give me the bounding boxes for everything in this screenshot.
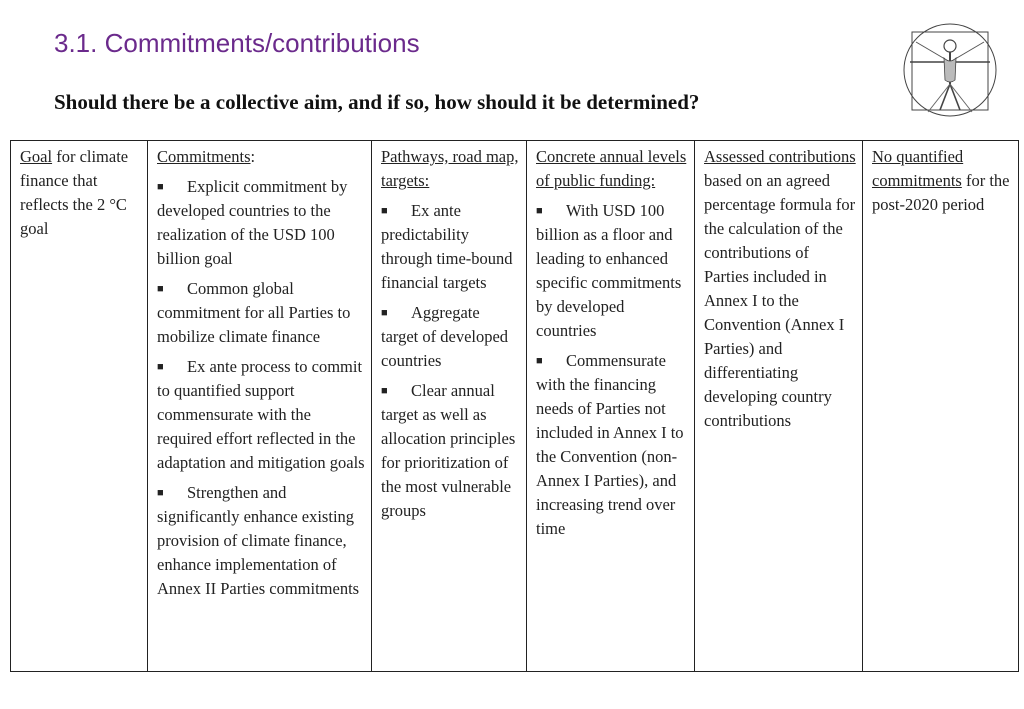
bullet-icon: ■ bbox=[536, 205, 543, 217]
bullet-icon: ■ bbox=[157, 487, 164, 499]
vitruvian-man-icon bbox=[898, 18, 1002, 122]
cell-assessed-contributions bbox=[695, 141, 863, 672]
list-item: ■ Strengthen and significantly enhance existing provision of climate finance, enhance implementation of Annex II Parties commitments bbox=[157, 483, 360, 598]
bullet-icon: ■ bbox=[381, 307, 388, 319]
bullet-icon: ■ bbox=[536, 355, 543, 367]
col-heading-rest: for the post-2020 period bbox=[872, 171, 1010, 214]
bullet-list bbox=[157, 175, 365, 601]
col-heading-rest: : bbox=[250, 147, 256, 166]
col-heading-rest: for climate finance that reflects the 2 °C goal bbox=[20, 147, 129, 238]
slide-title: 3.1. Commitments/contributions bbox=[54, 28, 420, 58]
cell-no-quantified bbox=[863, 141, 1019, 672]
question-heading: Should there be a collective aim, and if so, how should it be determined? bbox=[54, 90, 700, 114]
table-row bbox=[11, 141, 1019, 672]
col-heading-rest: based on an agreed percentage formula for the calculation of the contributions of Parties included in Annex I to the Convention (Annex I Parties) and differentiating developing country contributions bbox=[704, 171, 856, 430]
bullet-icon: ■ bbox=[381, 385, 388, 397]
list-item: ■ Aggregate target of developed countries bbox=[381, 303, 509, 370]
col-heading: Goal bbox=[20, 147, 53, 166]
cell-commitments bbox=[148, 141, 372, 672]
col-heading: Pathways, road map, targets: bbox=[381, 147, 519, 190]
bullet-list bbox=[536, 199, 688, 541]
list-item: ■ Clear annual target as well as allocation principles for prioritization of the most vulnerable groups bbox=[381, 381, 516, 520]
cell-pathways bbox=[372, 141, 527, 672]
options-table bbox=[10, 140, 1019, 672]
bullet-list bbox=[381, 199, 520, 523]
list-item: ■ Ex ante process to commit to quantified support commensurate with the required effort reflected in the adaptation and mitigation goals bbox=[157, 357, 365, 472]
cell-public-funding bbox=[527, 141, 695, 672]
col-heading: Commitments bbox=[157, 147, 251, 166]
bullet-icon: ■ bbox=[381, 205, 388, 217]
bullet-icon: ■ bbox=[157, 361, 164, 373]
list-item: ■ Common global commitment for all Parties to mobilize climate finance bbox=[157, 279, 351, 346]
list-item: ■ Ex ante predictability through time-bound financial targets bbox=[381, 201, 513, 292]
cell-goal bbox=[11, 141, 148, 672]
col-heading: Concrete annual levels of public funding: bbox=[536, 147, 687, 190]
bullet-icon: ■ bbox=[157, 181, 164, 193]
col-heading: Assessed contributions bbox=[704, 147, 856, 166]
bullet-icon: ■ bbox=[157, 283, 164, 295]
list-item: ■ With USD 100 billion as a floor and leading to enhanced specific commitments by developed countries bbox=[536, 201, 682, 340]
list-item: ■ Commensurate with the financing needs of Parties not included in Annex I to the Convention (non-Annex I Parties), and increasing trend over time bbox=[536, 351, 684, 538]
col-heading: No quantified commitments bbox=[872, 147, 964, 190]
list-item: ■ Explicit commitment by developed countries to the realization of the USD 100 billion goal bbox=[157, 177, 348, 268]
